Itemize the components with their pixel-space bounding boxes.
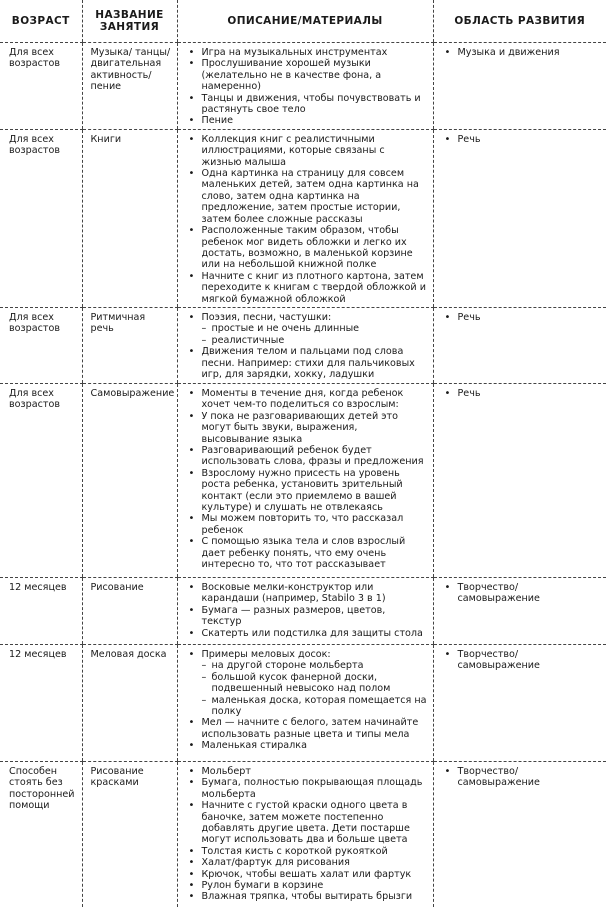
area-cell [433,577,606,644]
list-item: • Халат/фартук для рисования [186,857,427,868]
age-cell: Для всех возрастов [0,43,82,130]
list-item: • Творчество/ самовыражение [442,582,601,605]
list-item: • Влажная тряпка, чтобы вытирать брызги [186,891,427,902]
list-item: • Расположенные таким образом, чтобы ребенок мог видеть обложки и легко их достать, возможно, в маленькой корзине или на небольшой книжной полке [186,225,427,271]
list-item: • Толстая кисть с короткой рукояткой [186,846,427,857]
list-item: • Музыка и движения [442,47,601,58]
list-item: • Взрослому нужно присесть на уровень роста ребенка, установить зрительный контакт (если это приемлемо в вашей культуре) и слушать не отвлекаясь [186,468,427,514]
activity-name-cell: Музыка/ танцы/ двигательная активность/ пение [82,43,177,130]
list-item [186,312,427,346]
age-cell: Для всех возрастов [0,129,82,307]
list-item: • Одна картинка на страницу для совсем маленьких детей, затем одна картинка на слово, затем одна картинка на предложение, затем простые истории, затем более сложные рассказы [186,168,427,225]
list-item: • Бумага, полностью покрывающая площадь мольберта [186,777,427,800]
header-activity-name: НАЗВАНИЕ ЗАНЯТИЯ [82,0,177,43]
list-item: • Восковые мелки-конструктор или карандаши (например, Stabilo 3 в 1) [186,582,427,605]
description-cell [177,383,433,577]
sub-list-item: – реалистичные [202,335,427,346]
age-cell: 12 месяцев [0,644,82,761]
list-item: • Речь [442,388,601,399]
description-cell [177,307,433,383]
age-cell: Для всех возрастов [0,307,82,383]
table-row [0,383,606,577]
table-row [0,761,606,907]
list-item: • Творчество/ самовыражение [442,766,601,789]
list-item: • Начните с книг из плотного картона, затем переходите к книгам с твердой обложкой и мягкой бумажной обложкой [186,271,427,305]
description-cell [177,644,433,761]
description-cell [177,129,433,307]
description-cell [177,577,433,644]
sub-list-item: – простые и не очень длинные [202,323,427,334]
age-cell: Способен стоять без посторонней помощи [9,765,75,812]
list-item: • Творчество/ самовыражение [442,649,601,672]
area-cell [433,129,606,307]
list-item-text: Примеры меловых досок: [201,648,331,660]
table-row [0,644,606,761]
list-item: • Движения телом и пальцами под слова песни. Например: стихи для пальчиковых игр, для зарядки, хокку, ладушки [186,346,427,380]
list-item: • Прослушивание хорошей музыки (желательно не в качестве фона, а намеренно) [186,58,427,92]
table-row [0,577,606,644]
activity-name-cell: Меловая доска [82,644,177,761]
header-description: ОПИСАНИЕ/МАТЕРИАЛЫ [177,0,433,43]
activity-name-cell: Рисование красками [82,761,177,907]
age-cell: 12 месяцев [0,577,82,644]
list-item: • Разговаривающий ребенок будет использовать слова, фразы и предложения [186,445,427,468]
sub-list-item: – на другой стороне мольберта [202,660,427,671]
list-item [186,649,427,717]
list-item: • Рулон бумаги в корзине [186,880,427,891]
table-row [0,307,606,383]
area-cell [433,43,606,130]
list-item: • С помощью языка тела и слов взрослый дает ребенку понять, что ему очень интересно то, что тот рассказывает [186,536,427,570]
header-age: ВОЗРАСТ [0,0,82,43]
activity-name-cell: Рисование [82,577,177,644]
list-item: • Начните с густой краски одного цвета в баночке, затем можете постепенно добавлять другие цвета. Дети постарше могут использовать два и больше цвета [186,800,427,846]
list-item: • Коллекция книг с реалистичными иллюстрациями, которые связаны с жизнью малыша [186,134,427,168]
area-cell [433,761,606,907]
list-item: • Маленькая стиралка [186,740,427,751]
list-item: • У пока не разговаривающих детей это могут быть звуки, выражения, высовывание языка [186,411,427,445]
list-item: • Речь [442,312,601,323]
description-cell [177,43,433,130]
activity-name-cell: Книги [82,129,177,307]
list-item: • Мы можем повторить то, что рассказал ребенок [186,513,427,536]
age-cell: Для всех возрастов [0,383,82,577]
area-cell [433,307,606,383]
list-item: • Бумага — разных размеров, цветов, текстур [186,605,427,628]
list-item: • Мел — начните с белого, затем начинайте использовать разные цвета и типы мела [186,717,427,740]
header-development-area: ОБЛАСТЬ РАЗВИТИЯ [433,0,606,43]
list-item-text: Поэзия, песни, частушки: [201,311,332,323]
list-item: • Скатерть или подстилка для защиты стола [186,628,427,639]
table-row [0,43,606,130]
list-item: • Игра на музыкальных инструментах [186,47,427,58]
table-header-row [0,0,606,43]
table-row [0,129,606,307]
activity-name-cell: Ритмичная речь [82,307,177,383]
list-item: • Мольберт [186,766,427,777]
area-cell [433,644,606,761]
list-item: • Танцы и движения, чтобы почувствовать и растянуть свое тело [186,93,427,116]
sub-list-item: – большой кусок фанерной доски, подвешенный невысоко над полом [202,672,427,695]
list-item: • Крючок, чтобы вешать халат или фартук [186,869,427,880]
activity-name-cell: Самовыражение [82,383,177,577]
description-cell [177,761,433,907]
list-item: • Пение [186,115,427,126]
list-item: • Речь [442,134,601,145]
list-item: • Моменты в течение дня, когда ребенок хочет чем-то поделиться со взрослым: [186,388,427,411]
area-cell [433,383,606,577]
sub-list-item: – маленькая доска, которая помещается на полку [202,695,427,718]
